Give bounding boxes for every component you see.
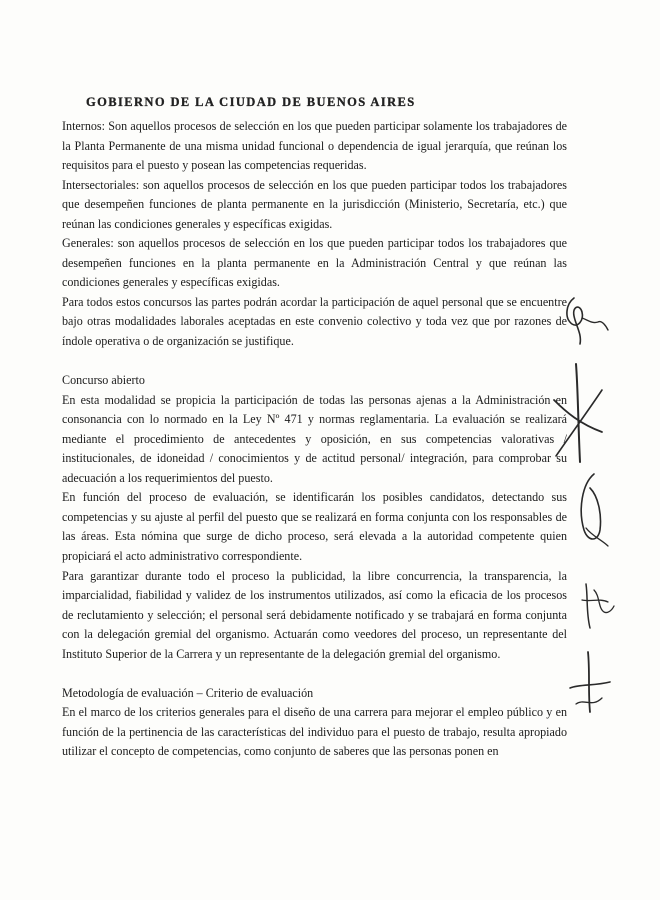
paragraph-internos: Internos: Son aquellos procesos de selección en los que pueden participar solamente los trabajadores de la Planta Permanente de una misma unidad funcional o dependencia de igual jerarquía, que reúnan los requisitos para el puesto y posean las competencias requeridas. bbox=[62, 119, 567, 173]
heading-concurso-abierto: Concurso abierto bbox=[62, 373, 145, 388]
paragraph-funcion-evaluacion: En función del proceso de evaluación, se identificarán los posibles candidatos, detectando sus competencias y su ajuste al perfil del puesto que se realizará en forma conjunta con los responsables de las áreas. Esta nómina que surge de dicho proceso, será elevada a la autoridad competente quien propiciará el acto administrativo correspondiente. bbox=[62, 490, 567, 563]
margin-initials-3 bbox=[572, 470, 612, 550]
paragraph-garantizar: Para garantizar durante todo el proceso la publicidad, la libre concurrencia, la transparencia, la imparcialidad, fiabilidad y validez de los instrumentos utilizados, así como la eficacia de los procesos de reclutamiento y selección; el personal será debidamente notificado y se trabajará en forma conjunta con la delegación gremial del organismo. Actuarán como veedores del proceso, un representante del Instituto Superior de la Carrera y un representante de la delegación gremial del organismo. bbox=[62, 568, 567, 661]
margin-initials-5 bbox=[566, 648, 616, 718]
paragraph-modalidad: En esta modalidad se propicia la participación de todas las personas ajenas a la Administración en consonancia con lo normado en la Ley Nº 471 y normas reglamentaria. La evaluación se realizará mediante el procedimiento de antecedentes y oposición, en sus competencias valorativas / institucionales, de idoneidad / conocimientos y de actitud personal/ integración, para comprobar su adecuación a los requerimientos del puesto. bbox=[62, 392, 567, 485]
paragraph-marco-criterios: En el marco de los criterios generales para el diseño de una carrera para mejorar el empleo público y en función de la pertinencia de las características del individuo para el puesto de trabajo, resulta apropiado utilizar el concepto de competencias, como conjunto de saberes que las personas ponen en bbox=[62, 705, 567, 759]
document-body bbox=[62, 117, 567, 762]
paragraph-gap bbox=[62, 664, 567, 684]
paragraph-generales: Generales: son aquellos procesos de selección en los que pueden participar todos los trabajadores que desempeñen funciones en la planta permanente en la Administración Central y que reúnan las condiciones generales y específicas exigidas. bbox=[62, 236, 567, 290]
paragraph-gap bbox=[62, 352, 567, 372]
paragraph-intersectoriales: Intersectoriales: son aquellos procesos de selección en los que pueden participar todos los trabajadores que desempeñen funciones de planta permanente en la jurisdicción (Ministerio, Secretaría, etc.) que reúnan las condiciones generales y específicas exigidas. bbox=[62, 177, 567, 231]
letterhead-title: GOBIERNO DE LA CIUDAD DE BUENOS AIRES bbox=[86, 95, 416, 109]
paragraph-para-todos: Para todos estos concursos las partes podrán acordar la participación de aquel personal que se encuentre bajo otras modalidades laborales aceptadas en este convenio colectivo y toda vez que por razones de índole operativa o de organización se justifique. bbox=[62, 294, 567, 349]
margin-initials-1 bbox=[562, 290, 612, 350]
heading-metodologia: Metodología de evaluación – Criterio de evaluación bbox=[62, 685, 314, 700]
margin-initials-4 bbox=[578, 578, 618, 638]
